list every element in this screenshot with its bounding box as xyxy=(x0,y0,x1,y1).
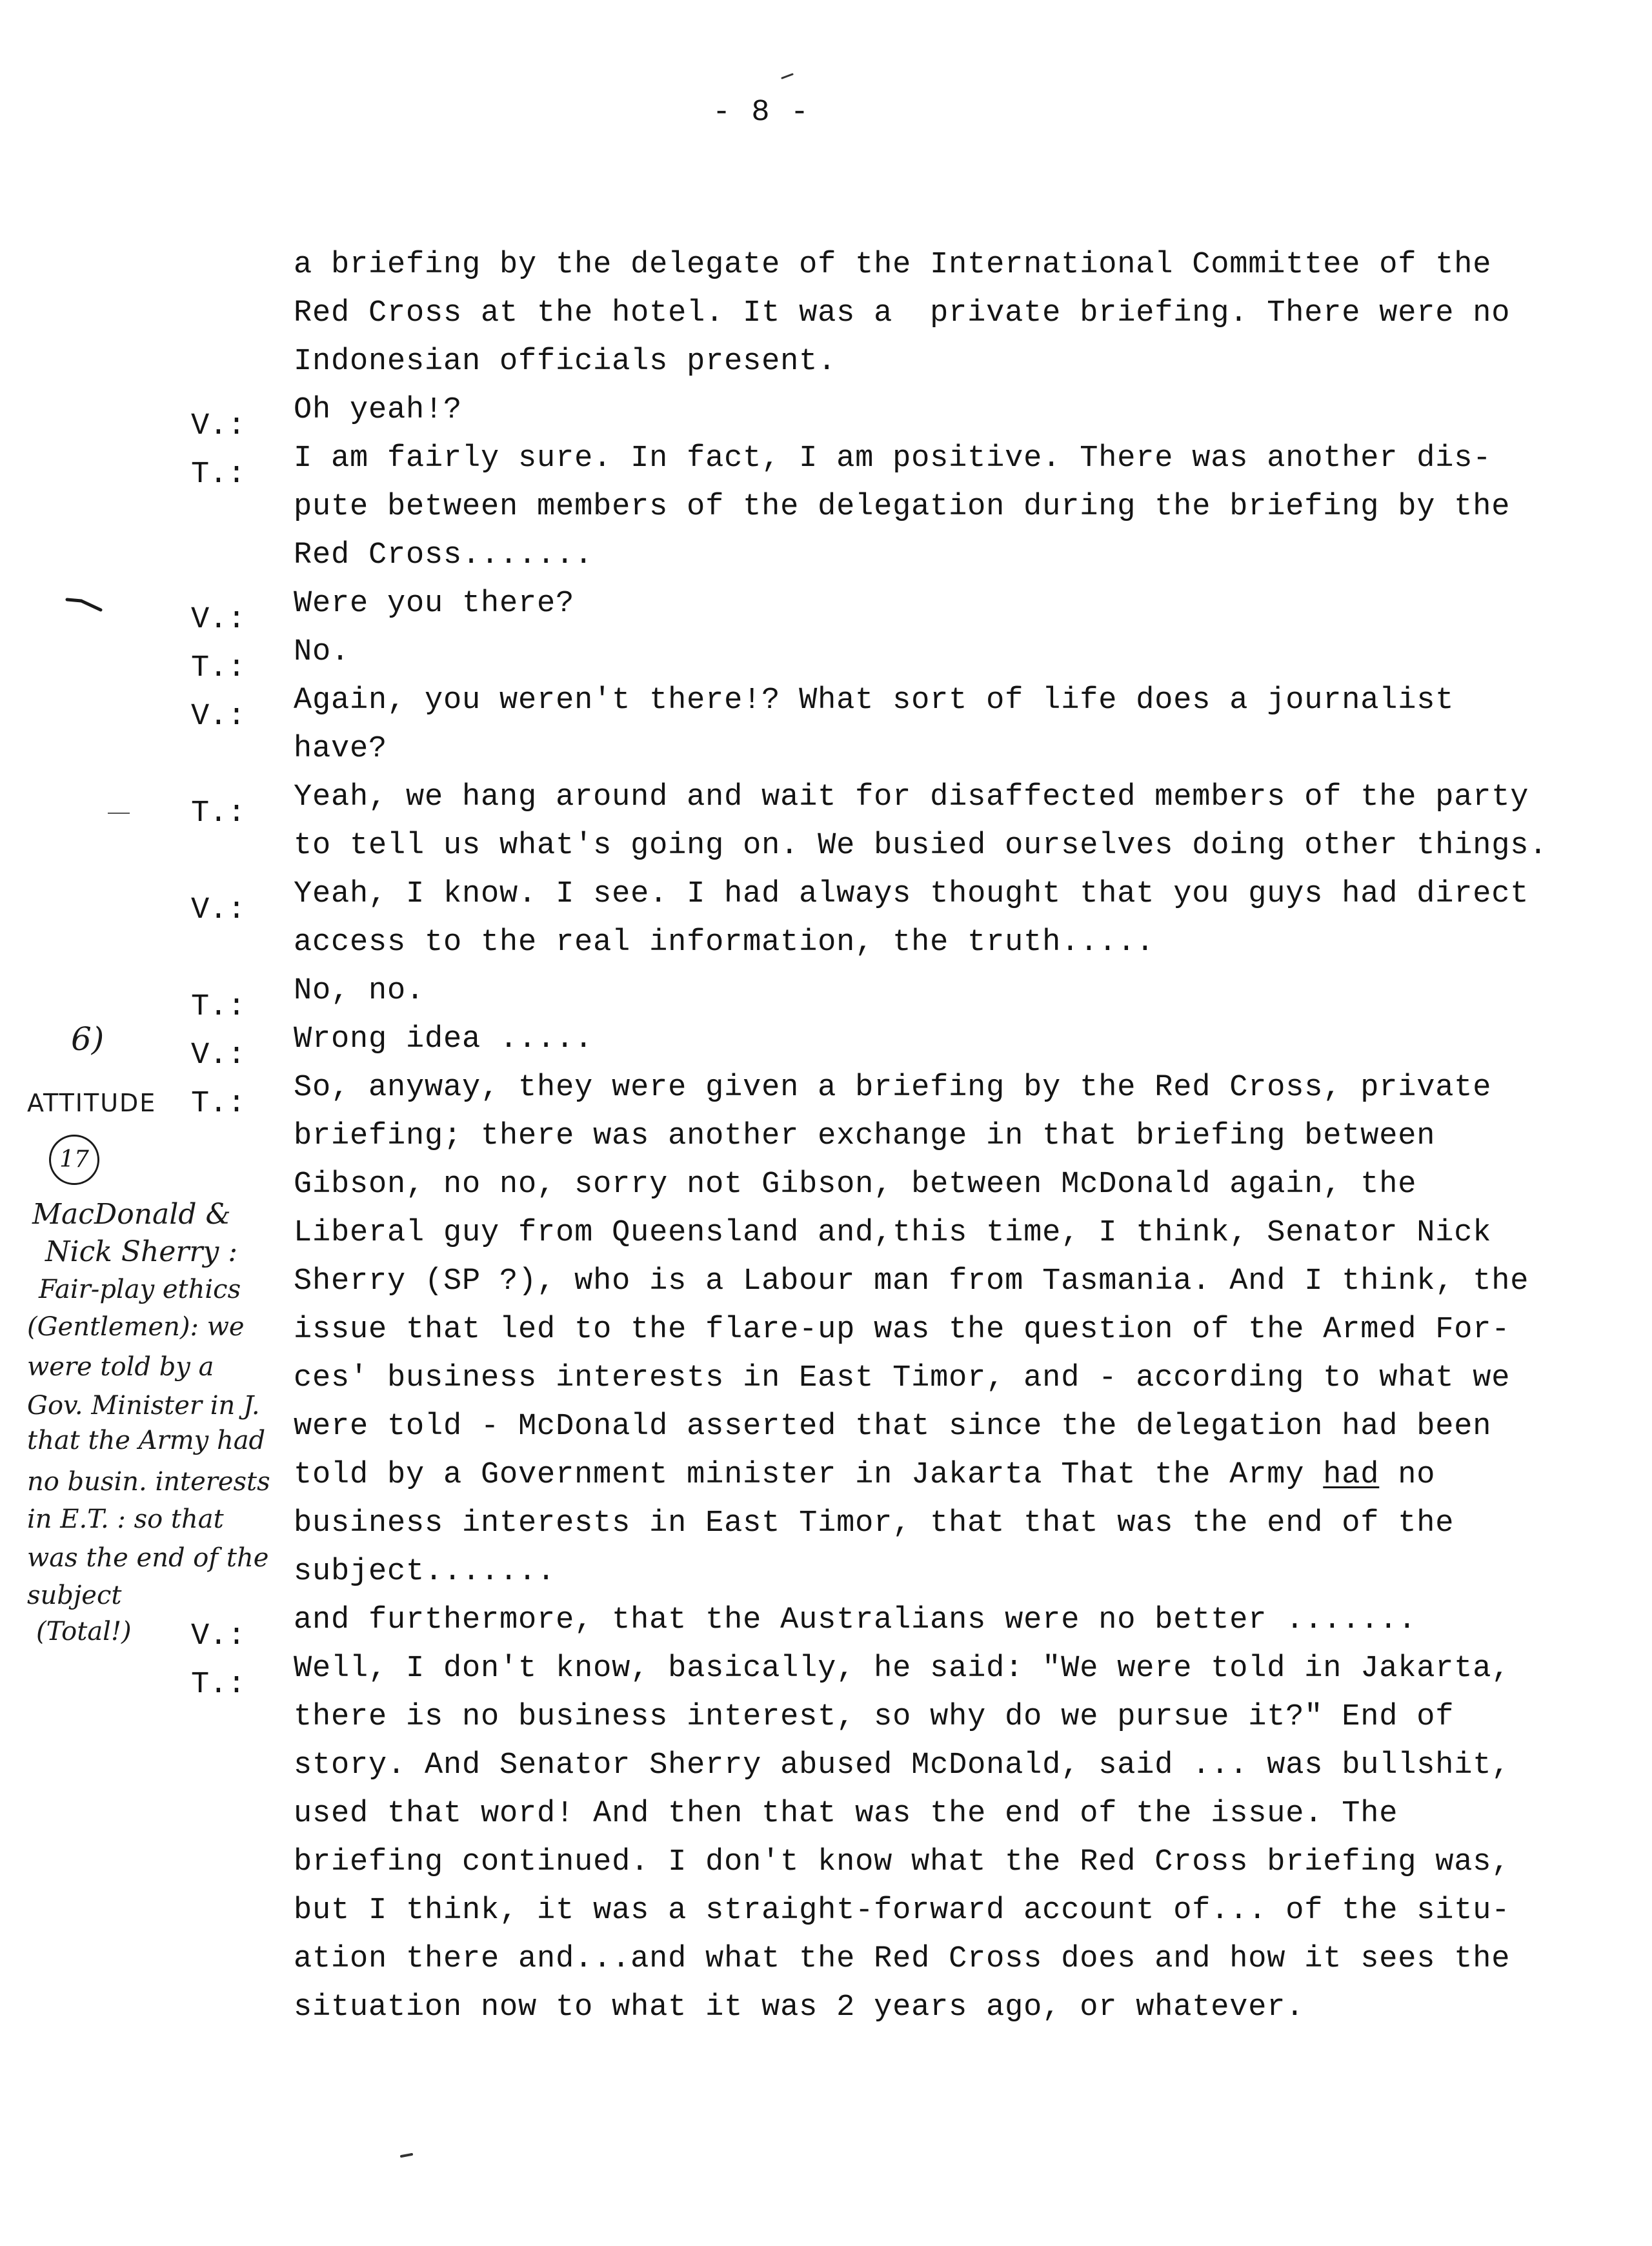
text-line: subject....... xyxy=(294,1555,556,1589)
text-line: situation now to what it was 2 years ago, or whatever. xyxy=(294,1990,1305,2025)
page-number: - 8 - xyxy=(712,96,811,130)
speaker-label: V.: xyxy=(191,893,246,927)
text-line: there is no business interest, so why do we pursue it?" End of xyxy=(294,1700,1455,1734)
text-line: I am fairly sure. In fact, I am positive. There was another dis- xyxy=(294,441,1492,476)
speaker-label: T.: xyxy=(191,990,246,1024)
text-line: Liberal guy from Queensland and,this time, I think, Senator Nick xyxy=(294,1216,1492,1250)
text-line: issue that led to the flare-up was the question of the Armed For- xyxy=(294,1313,1511,1347)
text-line: were told - McDonald asserted that since the delegation had been xyxy=(294,1410,1492,1444)
speaker-label: T.: xyxy=(191,458,246,492)
text-line: a briefing by the delegate of the International Committee of the xyxy=(294,248,1492,282)
speaker-label: T.: xyxy=(191,796,246,831)
text-line: Were you there? xyxy=(294,587,575,621)
text-line: Red Cross at the hotel. It was a private briefing. There were no xyxy=(294,296,1511,330)
margin-note-line: (Total!) xyxy=(36,1617,132,1646)
margin-note-line: no busin. interests xyxy=(27,1467,270,1497)
speaker-label: T.: xyxy=(191,1668,246,1702)
speaker-label: V.: xyxy=(191,409,246,443)
text-line: Indonesian officials present. xyxy=(294,345,837,379)
top-dot-mark xyxy=(781,72,796,80)
speaker-label: T.: xyxy=(191,1087,246,1121)
text-line: Wrong idea ..... xyxy=(294,1022,594,1057)
text-line: Red Cross....... xyxy=(294,538,594,572)
text-line: but I think, it was a straight-forward account of... of the situ- xyxy=(294,1894,1511,1928)
text-line: No, no. xyxy=(294,974,425,1008)
text-line: story. And Senator Sherry abused McDonald, said ... was bullshit, xyxy=(294,1748,1511,1783)
margin-note-line: Nick Sherry : xyxy=(45,1235,238,1268)
text-line: briefing continued. I don't know what the Red Cross briefing was, xyxy=(294,1845,1511,1879)
margin-note-line: MacDonald & xyxy=(32,1198,231,1231)
speaker-label: V.: xyxy=(191,700,246,734)
text-line: Well, I don't know, basically, he said: "We were told in Jakarta, xyxy=(294,1652,1511,1686)
margin-note-line: were told by a xyxy=(27,1352,214,1382)
margin-note-attitude: ATTITUDE xyxy=(27,1089,157,1117)
bottom-dot-mark xyxy=(400,2152,416,2160)
text-line: business interests in East Timor, that that was the end of the xyxy=(294,1506,1455,1541)
text-line-with-underline xyxy=(294,1458,1435,1492)
text-line: ces' business interests in East Timor, and - according to what we xyxy=(294,1361,1511,1395)
text-line: Yeah, we hang around and wait for disaffected members of the party xyxy=(294,780,1529,814)
text-line: briefing; there was another exchange in that briefing between xyxy=(294,1119,1436,1153)
margin-note-line: was the end of the xyxy=(27,1543,269,1573)
margin-note-line: Gov. Minister in J. xyxy=(27,1391,260,1421)
margin-note-number: 6) xyxy=(71,1020,105,1058)
underlined-word: had xyxy=(1323,1458,1380,1492)
margin-note-line: in E.T. : so that xyxy=(27,1504,224,1534)
margin-note-line: that the Army had xyxy=(27,1426,266,1455)
text-line: Again, you weren't there!? What sort of life does a journalist xyxy=(294,683,1455,718)
text-line: Gibson, no no, sorry not Gibson, between McDonald again, the xyxy=(294,1168,1417,1202)
text-line: ation there and...and what the Red Cross does and how it sees the xyxy=(294,1942,1511,1976)
text-segment: no xyxy=(1379,1458,1436,1492)
margin-note-circled-number: 17 xyxy=(49,1135,99,1185)
text-line: used that word! And then that was the end of the issue. The xyxy=(294,1797,1398,1831)
margin-tick-mark xyxy=(65,591,110,616)
text-line: So, anyway, they were given a briefing by the Red Cross, private xyxy=(294,1071,1492,1105)
text-line: have? xyxy=(294,732,388,766)
text-line: pute between members of the delegation during the briefing by the xyxy=(294,490,1511,524)
text-segment: told by a Government minister in Jakarta That the Army xyxy=(294,1458,1324,1492)
text-line: Oh yeah!? xyxy=(294,393,463,427)
text-line: to tell us what's going on. We busied ourselves doing other things. xyxy=(294,829,1548,863)
margin-note-line: Fair-play ethics xyxy=(39,1275,241,1304)
speaker-label: T.: xyxy=(191,651,246,685)
speaker-label: V.: xyxy=(191,1619,246,1654)
text-line: No. xyxy=(294,635,350,669)
text-line: Yeah, I know. I see. I had always thought that you guys had direct xyxy=(294,877,1529,911)
speaker-label: V.: xyxy=(191,1038,246,1073)
text-line: and furthermore, that the Australians were no better ....... xyxy=(294,1603,1417,1637)
text-line: access to the real information, the truth..... xyxy=(294,926,1155,960)
speaker-label: V.: xyxy=(191,603,246,637)
margin-note-line: subject xyxy=(27,1581,122,1610)
margin-dash-mark xyxy=(106,810,132,816)
text-line: Sherry (SP ?), who is a Labour man from Tasmania. And I think, the xyxy=(294,1264,1529,1299)
margin-note-line: (Gentlemen): we xyxy=(27,1312,245,1342)
